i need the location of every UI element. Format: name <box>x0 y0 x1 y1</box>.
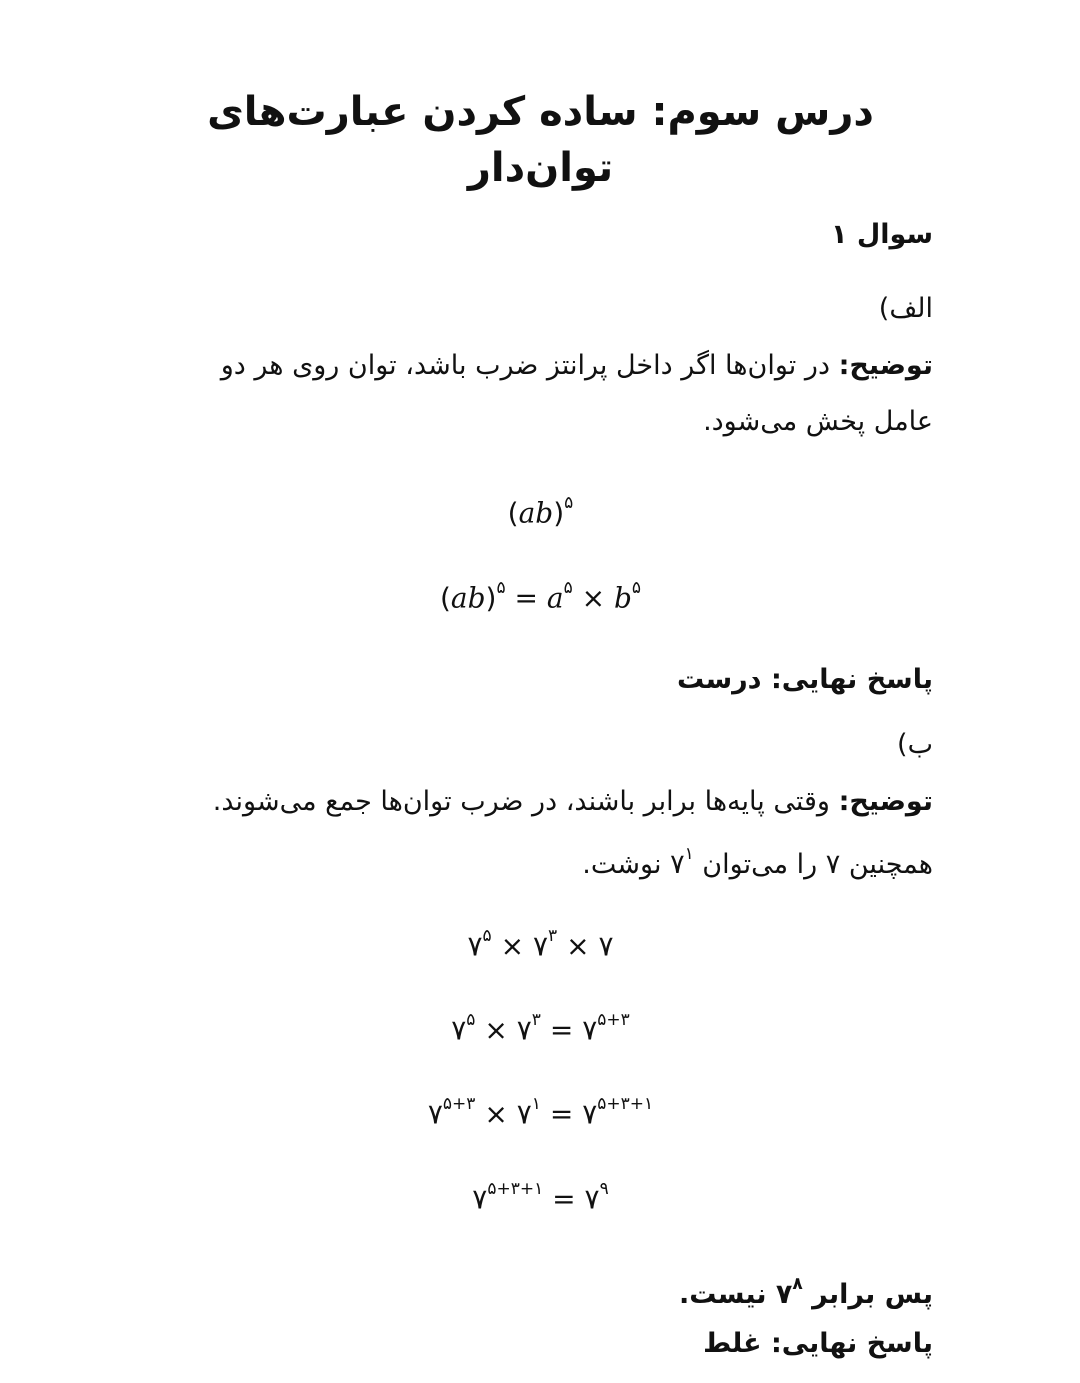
inline-exponent: ۱ <box>684 844 694 864</box>
part-a-final-answer <box>148 660 933 700</box>
explanation-text: در توان‌ها اگر داخل پرانتز ضرب باشد، توان روی هر دو <box>220 350 830 381</box>
math-equation-ab5: $(ab)^۵ = a^۵ \times b^۵$ <box>439 578 642 615</box>
explanation-text: نوشت. <box>582 849 671 880</box>
math-base: ۷ <box>516 1013 532 1047</box>
page-title: درس سوم: ساده کردن عبارت‌های توان‌دار <box>207 89 874 191</box>
math-var: ab <box>518 496 554 530</box>
inline-base: ۷ <box>775 1279 793 1310</box>
math-exponent: ۳ <box>548 926 558 946</box>
math-times: × <box>581 581 606 615</box>
math-base: ۷ <box>472 1182 488 1216</box>
math-times: × <box>566 929 590 963</box>
math-base: ۷ <box>532 929 549 963</box>
final-answer-label: پاسخ نهایی: <box>770 1328 933 1359</box>
inline-base: ۷ <box>670 849 685 880</box>
math-times: × <box>500 929 525 963</box>
math-exponent: ۵ <box>631 578 642 598</box>
math-exponent: ۵ <box>564 493 574 513</box>
part-b-label: ب) <box>897 729 933 760</box>
math-base: ۷ <box>584 1182 600 1216</box>
math-times: × <box>484 1097 508 1131</box>
final-answer-label: پاسخ نهایی: <box>770 664 933 695</box>
part-a-explanation-line1 <box>148 346 933 386</box>
math-base: ۷ <box>451 1013 467 1047</box>
math-exponent: ۵ <box>466 1010 476 1030</box>
document-page <box>148 0 933 1383</box>
math-exponent: ۵ <box>482 926 492 946</box>
math-exponent: ۳ <box>531 1010 541 1030</box>
math-var: b <box>613 581 632 615</box>
math-line-1 <box>148 920 933 966</box>
part-b-explanation-line1 <box>148 782 933 822</box>
math-line-2 <box>148 1004 933 1050</box>
math-exponent: ۵+۳+۱ <box>597 1094 654 1114</box>
explanation-text: وقتی پایه‌ها برابر باشند، در ضرب توان‌ها جمع می‌شوند. <box>212 786 830 817</box>
math-line-3 <box>148 1088 933 1134</box>
inline-exponent: ۸ <box>792 1274 803 1294</box>
final-answer-value: درست <box>677 664 762 695</box>
question-heading: سوال ۱ <box>830 219 933 250</box>
explanation-label: توضیح: <box>838 350 933 381</box>
math-exponent: ۵ <box>563 578 573 598</box>
part-a-explanation-line2: عامل پخش می‌شود. <box>703 406 933 437</box>
math-base: ۷ <box>516 1097 532 1131</box>
math-exponent: ۵+۳ <box>597 1010 630 1030</box>
math-expression-ab5: (ab)$^۵$ <box>507 493 574 530</box>
math-base: ۷ <box>427 1097 443 1131</box>
math-base: ۷ <box>582 1097 598 1131</box>
math-exponent: ۱ <box>531 1094 541 1114</box>
math-base: ۷ <box>582 1013 598 1047</box>
part-b-final-answer <box>148 1324 933 1364</box>
math-times: × <box>484 1013 508 1047</box>
math-base: ۷ <box>467 929 483 963</box>
part-a-label: الف) <box>878 293 933 324</box>
math-equals: = <box>552 1182 576 1216</box>
math-exponent: ۹ <box>599 1179 609 1199</box>
math-base: ۷ <box>598 929 614 963</box>
math-var: ab <box>450 581 486 615</box>
math-line-4 <box>148 1173 933 1219</box>
math-exponent: ۵ <box>496 578 506 598</box>
explanation-text: همچنین ۷ را می‌توان <box>693 849 933 880</box>
math-exponent: ۵+۳+۱ <box>487 1179 544 1199</box>
part-b-conclusion <box>148 1268 933 1315</box>
conclusion-text: نیست. <box>679 1279 776 1310</box>
final-answer-value: غلط <box>703 1328 762 1359</box>
math-equals: = <box>549 1013 574 1047</box>
conclusion-text: پس برابر <box>802 1279 933 1310</box>
math-equals: = <box>549 1097 574 1131</box>
math-var: a <box>546 581 564 615</box>
math-equals: = <box>514 581 538 615</box>
explanation-label: توضیح: <box>838 786 933 817</box>
math-exponent: ۵+۳ <box>442 1094 476 1114</box>
part-b-explanation-line2 <box>148 838 933 885</box>
